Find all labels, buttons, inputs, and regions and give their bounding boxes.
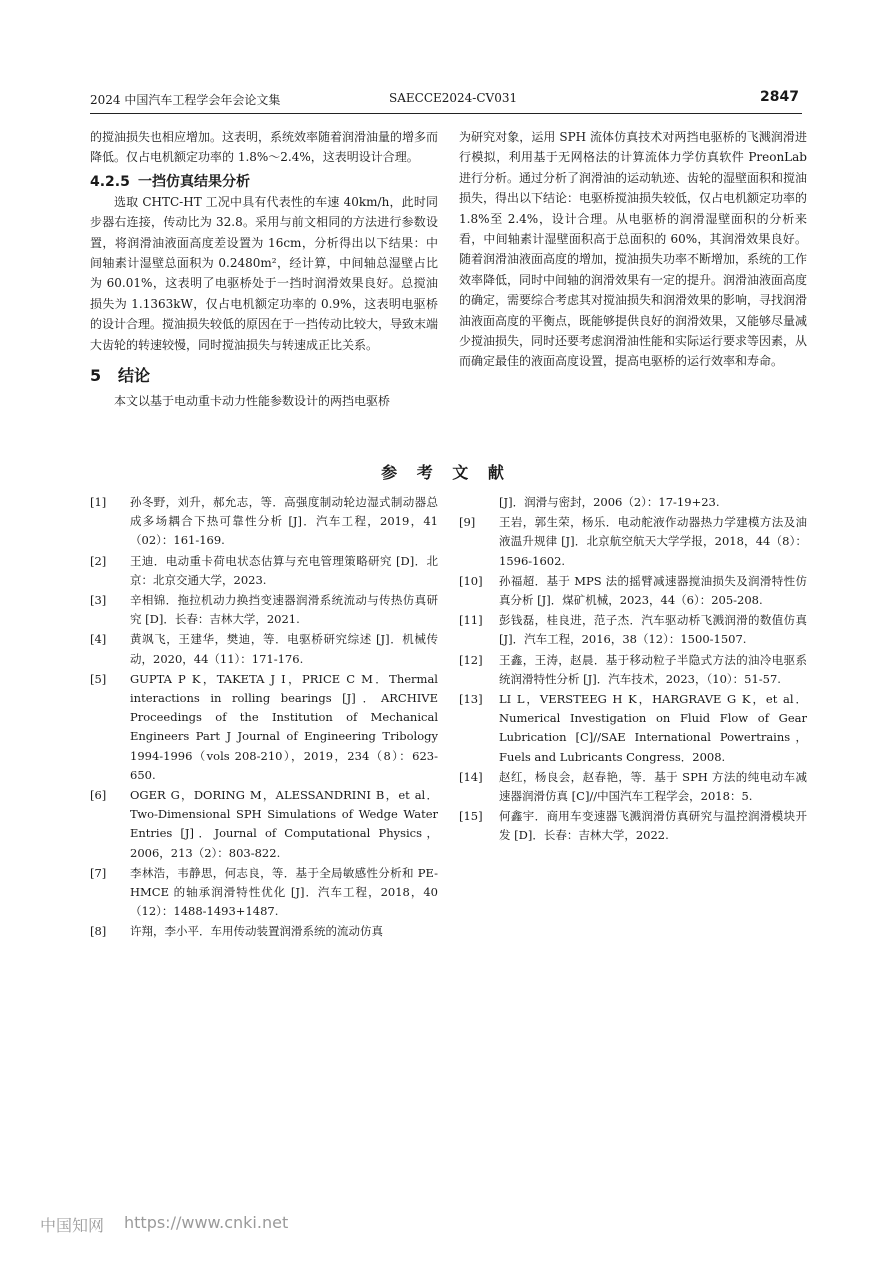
reference-text: 王迪．电动重卡荷电状态估算与充电管理策略研究 [D]．北京：北京交通大学，2023.	[130, 553, 438, 587]
reference-item	[90, 670, 438, 785]
reference-item	[90, 493, 438, 551]
reference-number: [9]	[459, 515, 476, 530]
reference-item	[90, 591, 438, 629]
watermark-url: https://www.cnki.net	[124, 1213, 289, 1232]
reference-text: 何鑫宇．商用车变速器飞溅润滑仿真研究与温控润滑模块开发 [D]．长春：吉林大学，2022.	[499, 809, 807, 843]
paragraph: 选取 CHTC-HT 工况中具有代表性的车速 40km/h，此时同步器右连接，传动比为 32.8。采用与前文相同的方法进行参数设置，将润滑油液面高度差设置为 16cm，分析得出以下结果：中间轴素计湿壁总面积为 0.2480m²，经计算，中间轴总湿壁占比为 60.01%，这表明了电驱桥处于一挡时润滑效果良好。总搅油损失为 1.1363kW，仅占电机额定功率的 0.9%，这表明电驱桥的设计合理。搅油损失较低的原因在于一挡传动比较大，导致末端大齿轮的转速较慢，同时搅油损失与转速成正比关系。	[90, 194, 439, 352]
reference-item	[459, 807, 807, 845]
section-number: 5	[90, 366, 102, 386]
references-right-column	[459, 493, 807, 847]
page-number: 2847	[760, 89, 799, 105]
reference-item	[459, 513, 807, 571]
reference-text: 黄飒飞，王建华，樊迪，等．电驱桥研究综述 [J]．机械传动，2020，44（11）：171-176.	[130, 632, 438, 666]
reference-number: [6]	[90, 788, 107, 803]
reference-text: 彭钱磊，桂良进，范子杰．汽车驱动桥飞溅润滑的数值仿真 [J]．汽车工程，2016，38（12）：1500-1507.	[499, 613, 807, 647]
reference-text: 许翔，李小平．车用传动装置润滑系统的流动仿真	[130, 924, 383, 939]
reference-number: [8]	[90, 924, 107, 939]
reference-number: [11]	[459, 613, 483, 628]
references-left-column	[90, 493, 438, 943]
section-title: 一挡仿真结果分析	[138, 173, 250, 190]
paragraph: 为研究对象，运用 SPH 流体仿真技术对两挡电驱桥的飞溅润滑进行模拟，利用基于无网格法的计算流体力学仿真软件 PreonLab 进行分析。通过分析了润滑油的运动轨迹、齿轮的湿壁面积和搅油损失，得出以下结论：电驱桥搅油损失较低，仅占电机额定功率的 1.8%至 2.4%，设计合理。从电驱桥的润滑湿壁面积的分析来看，中间轴素计湿壁面积高于总面积的 60%，其润滑效果良好。随着润滑油液面高度的增加，搅油损失功率不断增加，系统的工作效率降低，同时中间轴的润滑效果有一定的提升。润滑油液面高度的确定，需要综合考虑其对搅油损失和润滑效果的影响，寻找润滑油液面高度的平衡点，既能够提供良好的润滑效果，又能够尽量减少搅油损失，同时还要考虑润滑油性能和实际运行要求等因素，从而确定最佳的液面高度设置，提高电驱桥的运行效率和寿命。	[459, 130, 808, 369]
reference-item	[90, 922, 438, 941]
reference-number: [12]	[459, 652, 483, 667]
section-heading-5	[90, 366, 438, 386]
section-heading-4-2-5	[90, 173, 438, 191]
reference-text: [J]．润滑与密封，2006（2）：17-19+23.	[499, 495, 720, 509]
reference-item	[459, 611, 807, 649]
reference-text: 王鑫，王涛，赵晨．基于移动粒子半隐式方法的油冷电驱系统润滑特性分析 [J]．汽车技术，2023，（10）：51-57.	[499, 652, 807, 686]
reference-text: GUPTA P K，TAKETA J I，PRICE C M．Thermal interactions in rolling bearings [J]．ARCHIVE Proceedings of the Institution of Mechanical Engineers Part J Journal of Engineering Tribology 1994-1996（vols 208-210），2019，234（8）：623-650.	[130, 671, 438, 782]
reference-item	[90, 552, 438, 590]
paragraph: 本文以基于电动重卡动力性能参数设计的两挡电驱桥	[114, 394, 391, 409]
paper-code: SAECCE2024-CV031	[389, 91, 518, 105]
reference-item	[459, 572, 807, 610]
paragraph: 的搅油损失也相应增加。这表明，系统效率随着润滑油量的增多而降低。仅占电机额定功率的 1.8%～2.4%，这表明设计合理。	[90, 130, 439, 165]
reference-item	[90, 630, 438, 668]
reference-item	[459, 690, 807, 767]
reference-number: [15]	[459, 809, 483, 824]
reference-text: 孙冬野，刘升，郝允志，等．高强度制动轮边湿式制动器总成多场耦合下热可靠性分析 [J]．汽车工程，2019，41（02）：161-169.	[130, 495, 438, 548]
section-number: 4.2.5	[90, 173, 130, 190]
reference-item	[90, 786, 438, 863]
reference-text: 赵红，杨良会，赵春艳，等．基于 SPH 方法的纯电动车减速器润滑仿真 [C]//中国汽车工程学会，2018：5.	[499, 769, 807, 804]
running-header-title: 2024 中国汽车工程学会年会论文集	[90, 93, 281, 107]
left-column	[90, 127, 438, 411]
reference-text: 辛相锦．拖拉机动力换挡变速器润滑系统流动与传热仿真研究 [D]．长春：吉林大学，2021.	[130, 593, 438, 627]
reference-number: [2]	[90, 553, 107, 568]
right-column	[459, 127, 807, 372]
references-title: 参 考 文 献	[381, 463, 511, 482]
reference-item	[459, 651, 807, 689]
reference-item	[90, 864, 438, 922]
reference-number: [5]	[90, 671, 107, 686]
reference-number: [14]	[459, 769, 483, 784]
reference-number: [10]	[459, 573, 483, 588]
reference-number: [1]	[90, 495, 107, 509]
section-title: 结论	[118, 366, 151, 386]
reference-text: 孙福超．基于 MPS 法的摇臂减速器搅油损失及润滑特性仿真分析 [J]．煤矿机械，2023，44（6）：205-208.	[499, 573, 807, 608]
reference-number: [4]	[90, 632, 107, 647]
header-rule	[90, 113, 802, 114]
reference-text: 李林浩，韦静思，何志良，等．基于全局敏感性分析和 PE-HMCE 的轴承润滑特性优化 [J]．汽车工程，2018，40（12）：1488-1493+1487.	[130, 865, 438, 919]
reference-text: OGER G，DORING M，ALESSANDRINI B，et al．Two-Dimensional SPH Simulations of Wedge Water Entries [J]．Journal of Computational Physics，2006，213（2）：803-822.	[130, 788, 438, 860]
reference-number: [13]	[459, 692, 483, 707]
reference-continuation	[459, 493, 807, 512]
reference-number: [3]	[90, 593, 107, 608]
reference-text: 王岩，郭生荣，杨乐．电动舵液作动器热力学建模方法及油液温升规律 [J]．北京航空航天大学学报，2018，44（8）：1596-1602.	[499, 515, 807, 568]
reference-number: [7]	[90, 865, 107, 880]
reference-item	[459, 768, 807, 806]
reference-text: LI L，VERSTEEG H K，HARGRAVE G K，et al．Numerical Investigation on Fluid Flow of Gear Lubrication [C]//SAE International Powertrains，Fuels and Lubricants Congress．2008.	[499, 692, 807, 764]
watermark-brand: 中国知网	[40, 1216, 105, 1235]
